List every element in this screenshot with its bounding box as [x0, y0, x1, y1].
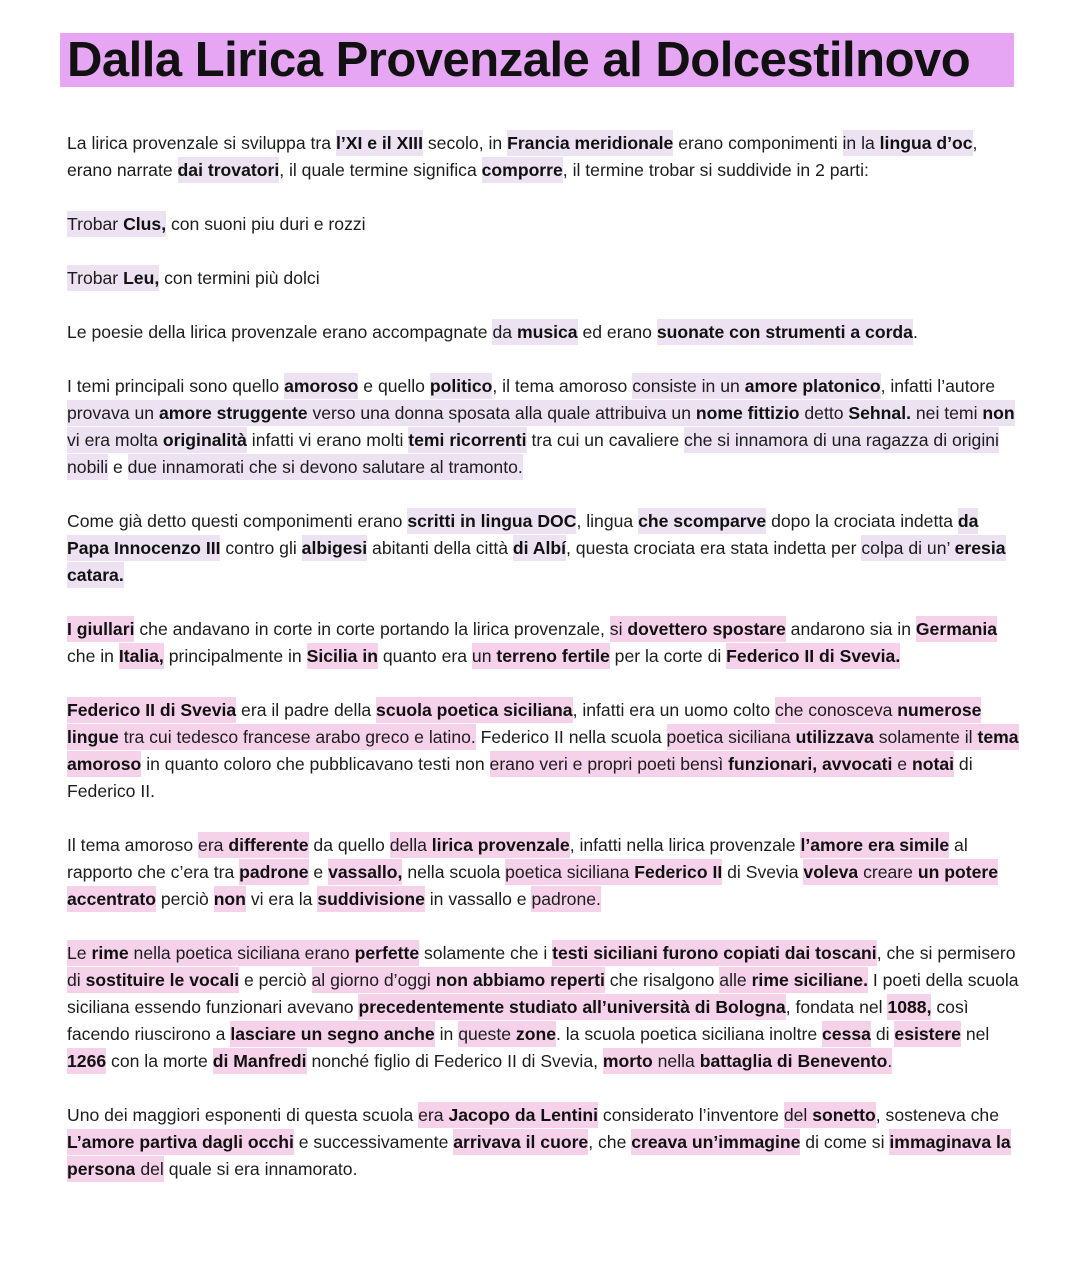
highlighted-text: zone — [516, 1021, 556, 1047]
paragraph — [67, 373, 1022, 481]
text-segment: e perciò — [239, 970, 312, 990]
highlighted-text: Francia meridionale — [507, 130, 673, 156]
highlighted-text: da — [492, 319, 516, 345]
highlighted-text: dai trovatori — [178, 157, 280, 183]
highlighted-text: funzionari, avvocati — [728, 751, 892, 777]
highlighted-text: Le — [67, 940, 91, 966]
highlighted-text: della — [390, 832, 432, 858]
text-segment: con suoni piu duri e rozzi — [166, 214, 366, 234]
text-segment: per la corte di — [609, 646, 727, 666]
highlighted-text: morto — [603, 1048, 653, 1074]
paragraph — [67, 940, 1022, 1075]
text-segment: considerato l’inventore — [598, 1105, 784, 1125]
paragraph — [67, 211, 1022, 238]
highlighted-text: dovettero spostare — [627, 616, 785, 642]
highlighted-text: 1266 — [67, 1048, 106, 1074]
highlighted-text: Jacopo da Lentini — [448, 1102, 598, 1128]
text-segment: quale si era innamorato. — [163, 1159, 358, 1179]
paragraph — [67, 616, 1022, 670]
highlighted-text: di Albí — [513, 535, 566, 561]
text-segment: , infatti era un uomo colto — [572, 700, 776, 720]
highlighted-text: un — [472, 643, 496, 669]
text-segment: . — [912, 322, 918, 342]
highlighted-text: precedentemente studiato all’università di Bologna — [358, 994, 785, 1020]
highlighted-text: l’XI e il XIII — [336, 130, 423, 156]
text-segment: e — [308, 862, 329, 882]
text-segment: perciò — [155, 889, 214, 909]
text-segment: I temi principali sono quello — [67, 376, 285, 396]
text-segment: in quanto coloro che pubblicavano testi non — [141, 754, 490, 774]
highlighted-text: del — [135, 1156, 163, 1182]
highlighted-text: politico — [430, 373, 493, 399]
highlighted-text: arrivava il cuore — [453, 1129, 588, 1155]
highlighted-text: nella — [653, 1048, 700, 1074]
text-segment: ed erano — [577, 322, 657, 342]
highlighted-text: alle — [719, 967, 751, 993]
highlighted-text: padrone — [239, 859, 308, 885]
highlighted-text: suonate con strumenti a corda — [657, 319, 913, 345]
text-segment: nonché figlio di Federico II di Svevia, — [306, 1051, 603, 1071]
text-segment: , che — [588, 1132, 632, 1152]
highlighted-text: nome fittizio — [696, 400, 800, 426]
text-segment: solamente che i — [419, 943, 553, 963]
text-segment: con termini più dolci — [159, 268, 320, 288]
text-segment: , il quale termine significa — [279, 160, 482, 180]
text-segment: da quello — [308, 835, 390, 855]
highlighted-text: creava un’immagine — [631, 1129, 800, 1155]
text-segment: , che si permisero — [876, 943, 1016, 963]
highlighted-text: solamente il — [874, 724, 978, 750]
highlighted-text: che si innamora di una ragazza di origini nobili — [67, 427, 999, 480]
highlighted-text: non — [214, 886, 246, 912]
text-segment: , infatti nella lirica provenzale — [569, 835, 801, 855]
text-segment: , il termine trobar si suddivide in 2 parti: — [562, 160, 869, 180]
text-segment: di come si — [800, 1132, 890, 1152]
highlighted-text: testi siciliani furono copiati dai toscani — [552, 940, 877, 966]
text-segment: e successivamente — [293, 1132, 454, 1152]
highlighted-text: Federico II di Svevia — [67, 697, 236, 723]
highlighted-text: esistere — [894, 1021, 961, 1047]
text-segment: nel — [960, 1024, 990, 1044]
highlighted-text: di Manfredi — [213, 1048, 307, 1074]
text-segment: La lirica provenzale si sviluppa tra — [67, 133, 336, 153]
text-segment: , erano narrate — [67, 133, 978, 180]
highlighted-text: Leu, — [123, 265, 159, 291]
highlighted-text: cessa — [822, 1021, 871, 1047]
text-segment: secolo, in — [422, 133, 508, 153]
highlighted-text: Trobar — [67, 265, 123, 291]
highlighted-text: voleva — [803, 859, 858, 885]
highlighted-text: immaginava la persona — [67, 1129, 1011, 1182]
highlighted-text: del — [784, 1102, 812, 1128]
text-segment: in vassallo e — [424, 889, 532, 909]
highlighted-text: Germania — [916, 616, 997, 642]
highlighted-text: poetica siciliana — [667, 724, 796, 750]
text-segment: tra cui un cavaliere — [526, 430, 685, 450]
highlighted-text: detto — [799, 400, 848, 426]
highlighted-text: lirica provenzale — [432, 832, 570, 858]
highlighted-text: non abbiamo reperti — [436, 967, 605, 993]
highlighted-text: un potere accentrato — [67, 859, 998, 912]
highlighted-text: erano veri e propri poeti bensì — [490, 751, 729, 777]
text-segment: , questa crociata era stata indetta per — [566, 538, 862, 558]
text-segment: era il padre della — [236, 700, 377, 720]
highlighted-text: amoroso — [284, 373, 358, 399]
highlighted-text: rime siciliane. — [752, 967, 868, 993]
text-segment: che risalgono — [604, 970, 720, 990]
highlighted-text: amore struggente — [159, 400, 308, 426]
text-segment: infatti vi erano molti — [246, 430, 409, 450]
highlighted-text: 1088, — [887, 994, 931, 1020]
highlighted-text: si — [610, 616, 628, 642]
highlighted-text: creare — [858, 859, 918, 885]
highlighted-text: Sehnal. — [848, 400, 911, 426]
highlighted-text: e — [892, 751, 912, 777]
page-title: Dalla Lirica Provenzale al Dolcestilnovo — [67, 33, 971, 87]
highlighted-text: da Papa Innocenzo III — [67, 508, 978, 561]
text-segment: Le poesie della lirica provenzale erano accompagnate — [67, 322, 493, 342]
text-segment: , infatti l’autore — [880, 376, 996, 396]
highlighted-text: tema amoroso — [67, 724, 1019, 777]
highlighted-text: al giorno d’oggi — [312, 967, 436, 993]
text-segment: in — [434, 1024, 459, 1044]
highlighted-text: temi ricorrenti — [408, 427, 526, 453]
highlighted-text: l’amore era simile — [800, 832, 949, 858]
text-segment: di — [870, 1024, 895, 1044]
highlighted-text: comporre — [482, 157, 563, 183]
highlighted-text: lingua d’oc — [880, 130, 973, 156]
text-segment: così facendo riuscirono a — [67, 997, 969, 1044]
text-segment: , sosteneva che — [875, 1105, 999, 1125]
highlighted-text: suddivisione — [317, 886, 425, 912]
paragraph — [67, 508, 1022, 589]
text-segment: che in — [67, 646, 119, 666]
highlighted-text: utilizzava — [796, 724, 874, 750]
highlighted-text: perfette — [355, 940, 420, 966]
text-segment: quanto era — [378, 646, 472, 666]
highlighted-text: padrone. — [531, 886, 600, 912]
highlighted-text: numerose lingue — [67, 697, 981, 750]
paragraph — [67, 130, 1022, 184]
highlighted-text: non — [982, 400, 1014, 426]
highlighted-text: scritti in lingua DOC — [407, 508, 576, 534]
highlighted-text: scuola poetica siciliana — [376, 697, 573, 723]
document-body — [67, 130, 1022, 1210]
highlighted-text: in la — [843, 130, 880, 156]
text-segment: e — [108, 457, 128, 477]
highlighted-text: poetica siciliana — [505, 859, 634, 885]
highlighted-text: terreno fertile — [496, 643, 609, 669]
highlighted-text: di — [67, 967, 86, 993]
text-segment: . la scuola poetica siciliana inoltre — [555, 1024, 822, 1044]
text-segment: , fondata nel — [785, 997, 888, 1017]
highlighted-text: nella poetica siciliana erano — [129, 940, 355, 966]
text-segment: Federico II nella scuola — [475, 727, 667, 747]
text-segment: di Federico II. — [67, 754, 973, 801]
paragraph — [67, 1102, 1022, 1183]
highlighted-text: lasciare un segno anche — [230, 1021, 434, 1047]
paragraph — [67, 832, 1022, 913]
text-segment: con la morte — [106, 1051, 213, 1071]
text-segment: erano componimenti — [673, 133, 843, 153]
text-segment: dopo la crociata indetta — [766, 511, 958, 531]
highlighted-text: battaglia di Benevento — [700, 1048, 888, 1074]
highlighted-text: provava un — [67, 400, 159, 426]
highlighted-text: L’amore partiva dagli occhi — [67, 1129, 294, 1155]
highlighted-text: originalità — [163, 427, 247, 453]
text-segment: contro gli — [220, 538, 302, 558]
highlighted-text: consiste in un — [632, 373, 744, 399]
paragraph — [67, 265, 1022, 292]
text-segment: andarono sia in — [785, 619, 916, 639]
highlighted-text: Clus, — [123, 211, 166, 237]
text-segment: , il tema amoroso — [492, 376, 633, 396]
highlighted-text: eresia catara. — [67, 535, 1006, 588]
highlighted-text: . — [887, 1048, 892, 1074]
highlighted-text: musica — [517, 319, 578, 345]
highlighted-text: verso una donna sposata alla quale attribuiva un — [308, 400, 696, 426]
text-segment: e quello — [358, 376, 430, 396]
text-segment: , lingua — [576, 511, 639, 531]
text-segment: al rapporto che c’era tra — [67, 835, 968, 882]
text-segment: Il tema amoroso — [67, 835, 199, 855]
paragraph — [67, 697, 1022, 805]
highlighted-text: che scomparve — [638, 508, 766, 534]
text-segment: Come già detto questi componimenti erano — [67, 511, 408, 531]
highlighted-text: notai — [912, 751, 954, 777]
highlighted-text: Italia, — [119, 643, 164, 669]
highlighted-text: nei temi — [911, 400, 982, 426]
highlighted-text: vi era molta — [67, 427, 163, 453]
highlighted-text: differente — [228, 832, 308, 858]
highlighted-text: Federico II — [634, 859, 722, 885]
highlighted-text: vassallo, — [328, 859, 402, 885]
highlighted-text: Trobar — [67, 211, 123, 237]
highlighted-text: sostituire le vocali — [86, 967, 240, 993]
text-segment: principalmente in — [163, 646, 307, 666]
highlighted-text: sonetto — [812, 1102, 876, 1128]
highlighted-text: tra cui tedesco francese arabo greco e latino. — [119, 724, 476, 750]
text-segment: che andavano in corte in corte portando la lirica provenzale, — [134, 619, 610, 639]
highlighted-text: che conosceva — [775, 697, 897, 723]
highlighted-text: Sicilia in — [307, 643, 378, 669]
text-segment: Uno dei maggiori esponenti di questa scuola — [67, 1105, 419, 1125]
highlighted-text: era — [198, 832, 228, 858]
highlighted-text: I giullari — [67, 616, 134, 642]
highlighted-text: amore platonico — [745, 373, 881, 399]
paragraph — [67, 319, 1022, 346]
text-segment: abitanti della città — [367, 538, 513, 558]
text-segment: nella scuola — [402, 862, 506, 882]
highlighted-text: rime — [91, 940, 128, 966]
text-segment: vi era la — [245, 889, 318, 909]
text-segment: di Svevia — [722, 862, 804, 882]
highlighted-text: queste — [458, 1021, 516, 1047]
text-segment: I poeti della scuola siciliana essendo funzionari avevano — [67, 970, 1019, 1017]
highlighted-text: due innamorati che si devono salutare al tramonto. — [128, 454, 523, 480]
highlighted-text: Federico II di Svevia. — [726, 643, 900, 669]
highlighted-text: era — [418, 1102, 448, 1128]
highlighted-text: colpa di un’ — [861, 535, 954, 561]
highlighted-text: albigesi — [302, 535, 368, 561]
